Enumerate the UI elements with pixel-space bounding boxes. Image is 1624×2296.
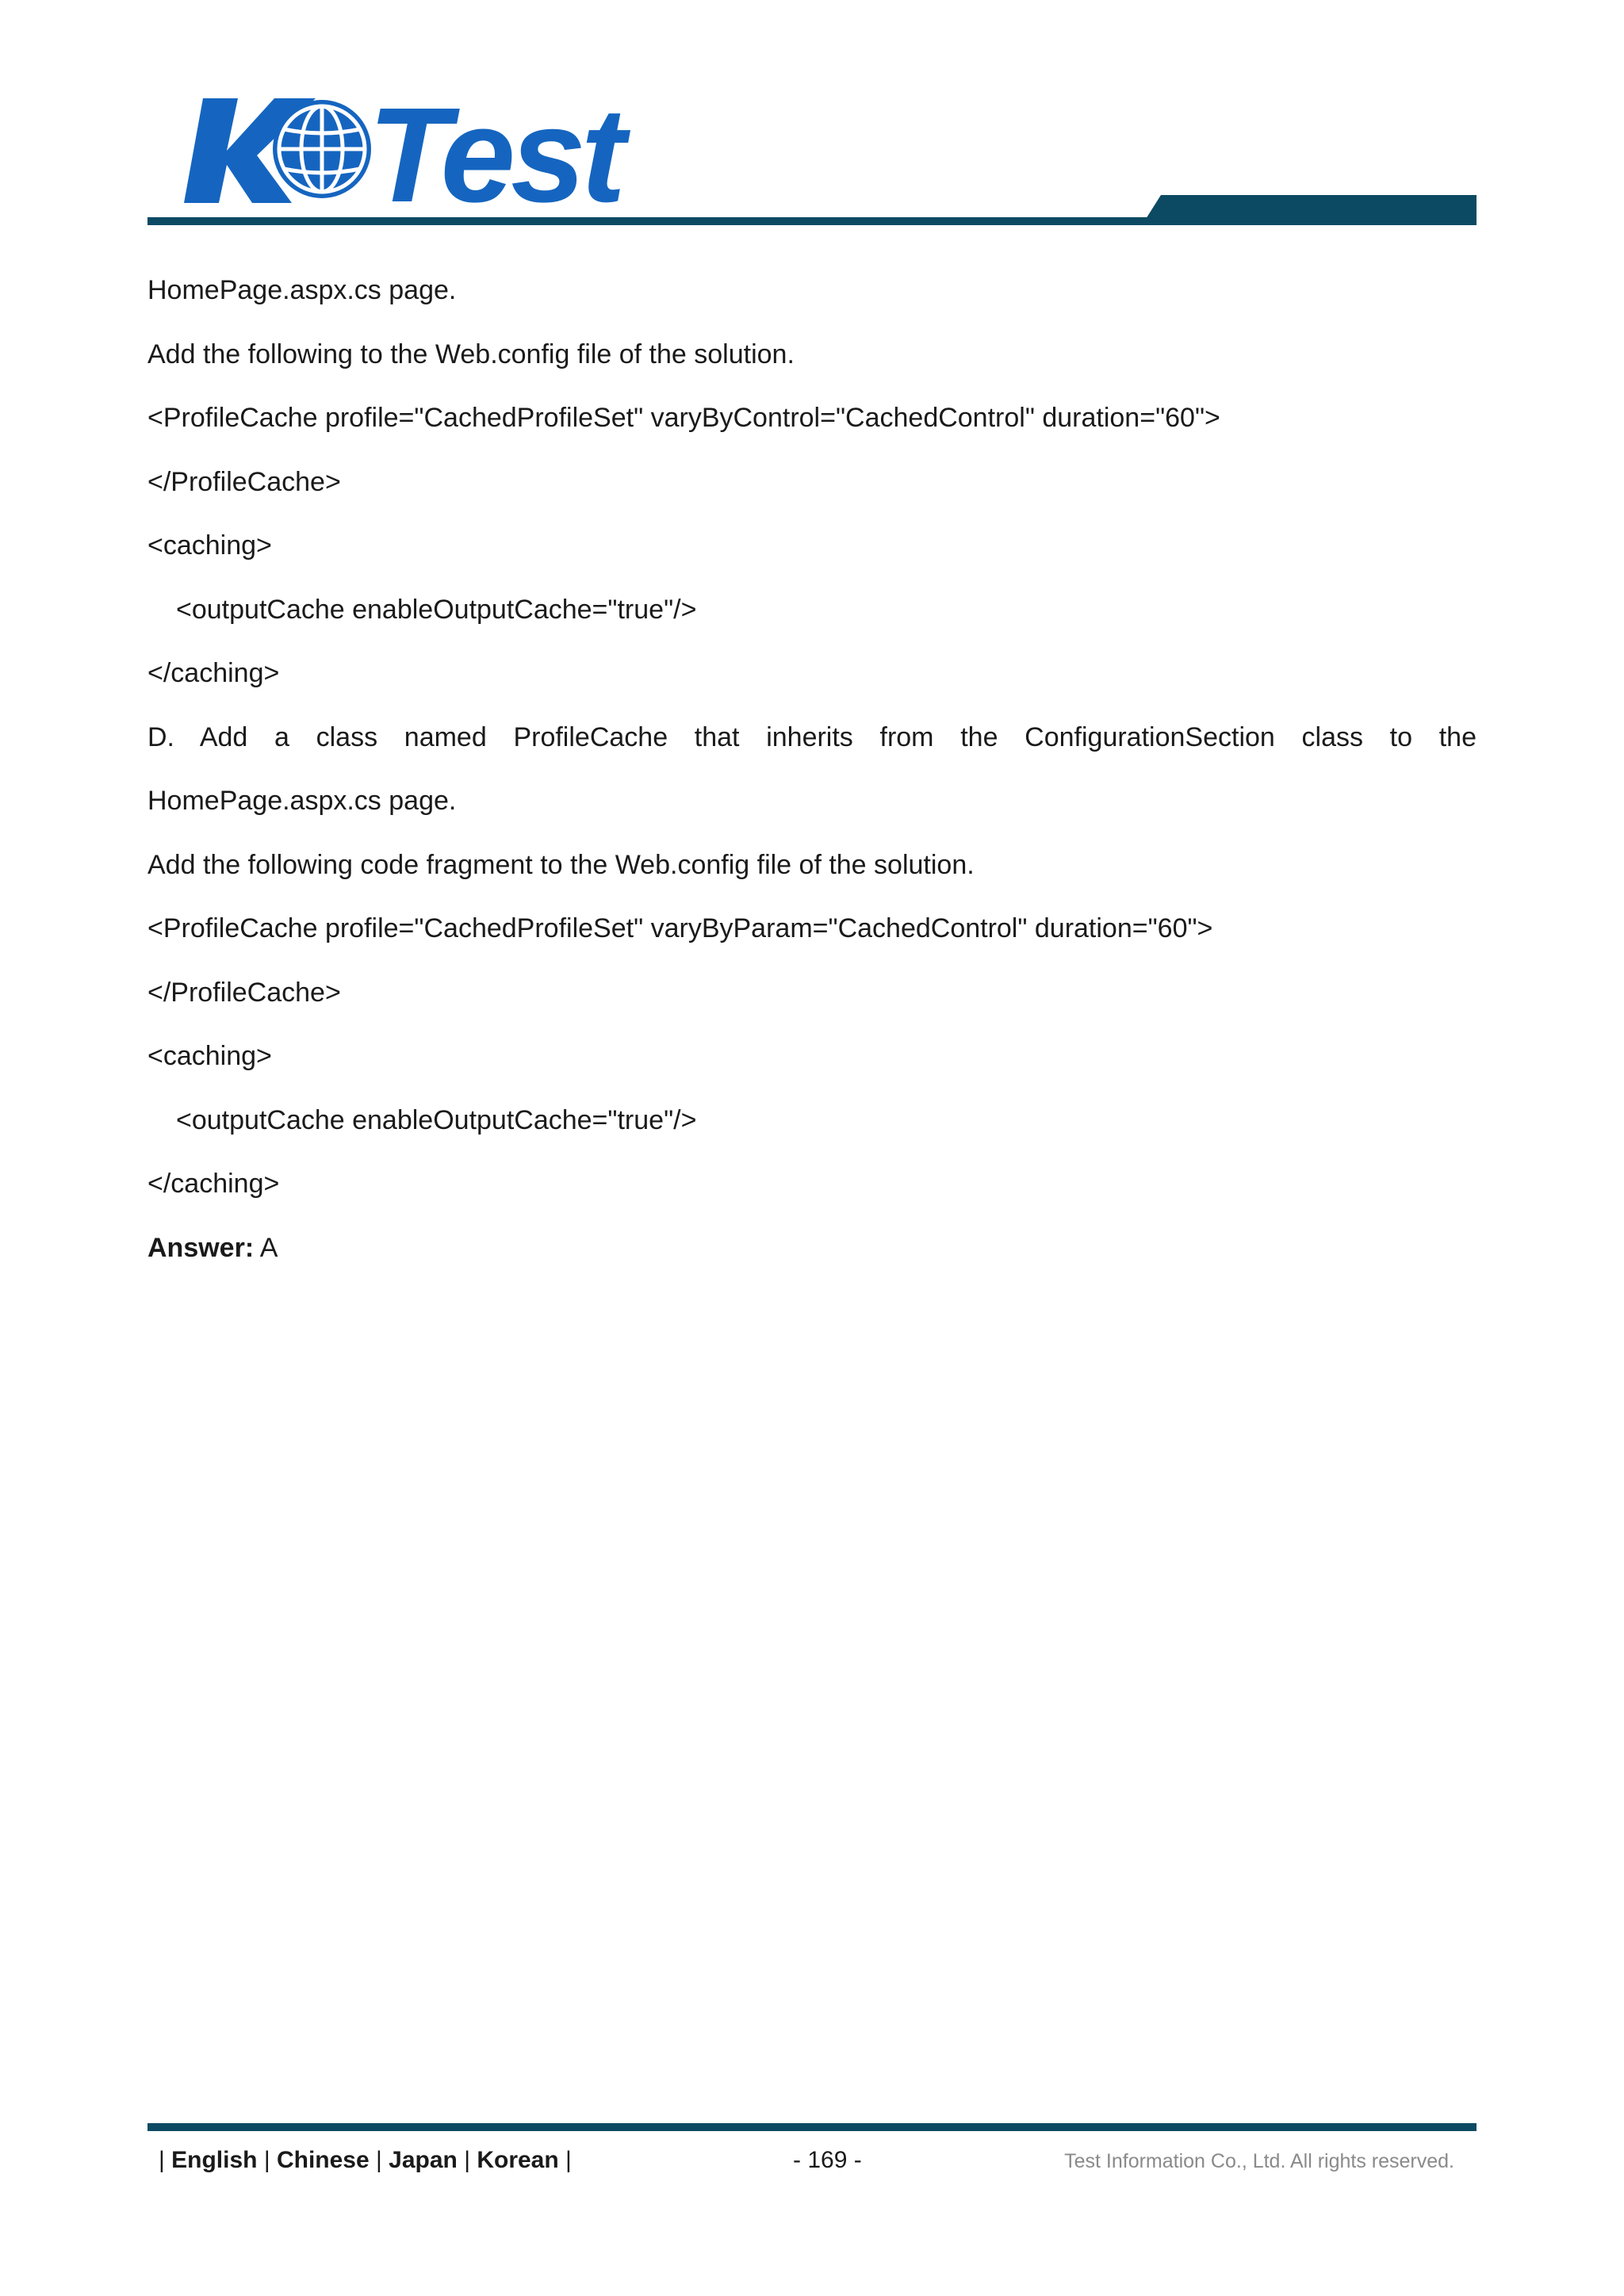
text-line: HomePage.aspx.cs page. [147,786,457,816]
separator: | [558,2147,572,2173]
footer-rule [147,2123,1477,2131]
text-line: HomePage.aspx.cs page. [147,275,457,305]
link-korean[interactable]: Korean [477,2147,559,2173]
option-d-line: D. Add a class named ProfileCache that inherits from the ConfigurationSection class to the [147,721,1477,752]
link-japan[interactable]: Japan [389,2147,458,2173]
link-chinese[interactable]: Chinese [276,2147,370,2173]
page-footer [147,2147,1477,2179]
answer-line [147,1216,1477,1280]
code-line: </ProfileCache> [147,466,341,497]
code-line: <ProfileCache profile="CachedProfileSet" varyByControl="CachedControl" duration="60"> [147,403,1220,433]
separator: | [257,2147,277,2173]
code-line: <caching> [147,530,272,561]
page-number: - 169 - [793,2147,862,2173]
code-line: <ProfileCache profile="CachedProfileSet" varyByParam="CachedControl" duration="60"> [147,913,1213,943]
text-line: Add the following to the Web.config file of the solution. [147,339,795,369]
separator: | [457,2147,477,2173]
code-line: </caching> [147,1169,280,1199]
separator: | [159,2147,172,2173]
code-line: </caching> [147,658,280,688]
text-line: Add the following code fragment to the Web.config file of the solution. [147,849,975,880]
copyright-notice: Test Information Co., Ltd. All rights reserved. [1064,2150,1454,2172]
ktest-logo [181,86,641,212]
separator: | [369,2147,389,2173]
code-line: <caching> [147,1041,272,1071]
code-line: </ProfileCache> [147,977,341,1008]
document-body [147,258,1477,1280]
header-rule [147,217,1477,225]
answer-label: Answer: [147,1232,255,1263]
link-english[interactable]: English [171,2147,258,2173]
answer-value: A [259,1232,278,1263]
language-links [159,2147,572,2174]
code-line: <outputCache enableOutputCache="true"/> [176,1104,697,1135]
svg-text:Test: Test [368,86,622,212]
code-line: <outputCache enableOutputCache="true"/> [176,594,697,625]
